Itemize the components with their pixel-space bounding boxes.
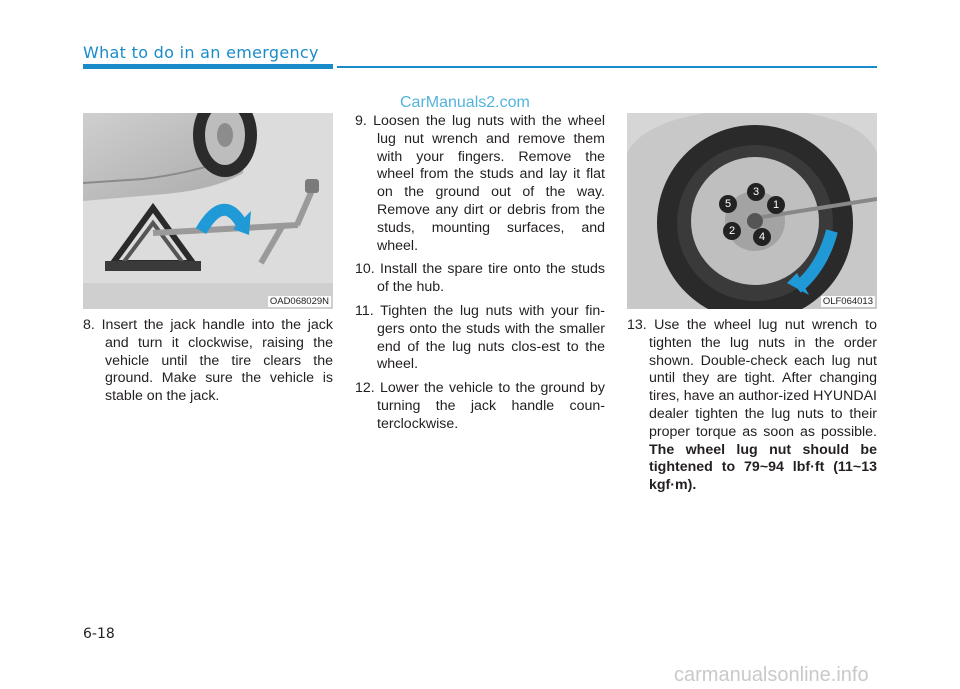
lug-4: 4: [753, 228, 771, 246]
jack-figure: [83, 113, 333, 309]
step-9: 9. Loosen the lug nuts with the wheel lug nut wrench and remove them with your fingers. Remove the wheel from the studs and lay it flat on the ground out of the way. Remove any dirt or debris from the studs, mounting surfaces, and wheel.: [355, 113, 605, 254]
step-12: 12. Lower the vehicle to the ground by turning the jack handle coun-terclockwise.: [355, 380, 605, 432]
step-8: 8. Insert the jack handle into the jack and turn it clockwise, raising the vehicle until the tire clears the ground. Make sure the vehicle is stable on the jack.: [83, 317, 333, 405]
step-10: 10. Install the spare tire onto the studs of the hub.: [355, 261, 605, 296]
watermark: CarManuals2.com: [400, 94, 530, 111]
header-rule-thin: [337, 66, 877, 68]
lug-3: 3: [747, 183, 765, 201]
footer-watermark: carmanualsonline.info: [674, 664, 869, 686]
wheel-figure: [627, 113, 877, 309]
page-number: 6-18: [83, 626, 115, 642]
lug-2: 2: [723, 222, 741, 240]
wheel-lug-order-illustration: [627, 113, 877, 309]
header-rule-thick: [83, 64, 333, 69]
lug-1: 1: [767, 196, 785, 214]
section-title: What to do in an emergency: [83, 43, 319, 62]
column-middle: [355, 113, 605, 440]
column-right: [627, 317, 877, 501]
jack-handle-illustration: [83, 113, 333, 309]
lug-5: 5: [719, 195, 737, 213]
column-left: [83, 317, 333, 412]
step-13: 13. Use the wheel lug nut wrench to tighten the lug nuts in the order shown. Double-check each lug nut until they are tight. After changing tires, have an author-ized HYUNDAI dealer tighten the lug nuts to their proper torque as soon as possible. The wheel lug nut should be tightened to 79~94 lbf·ft (11~13 kgf·m).: [627, 317, 877, 494]
figure-code: OLF064013: [822, 296, 873, 307]
step-11: 11. Tighten the lug nuts with your fin-gers onto the studs with the smaller end of the lug nuts clos-est to the wheel.: [355, 302, 605, 373]
figure-code: OAD068029N: [269, 296, 329, 307]
